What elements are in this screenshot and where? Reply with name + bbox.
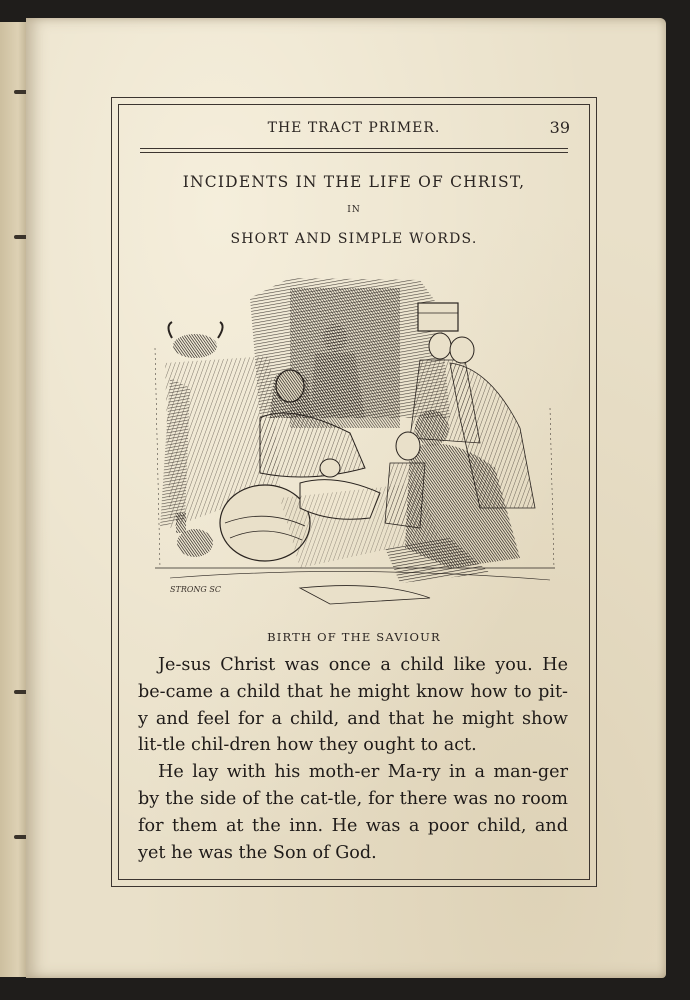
chapter-heading-connector: IN xyxy=(347,205,361,215)
header-rule xyxy=(140,148,568,149)
header-rule xyxy=(140,152,568,153)
body-text xyxy=(138,652,568,866)
running-title: THE TRACT PRIMER. xyxy=(267,120,441,136)
engraver-signature: STRONG SC xyxy=(170,585,221,594)
paragraph: Je-sus Christ was once a child like you. He be-came a child that he might know how to pit-y and feel for a child, and that he might show lit-tle chil-dren how they ought to act. xyxy=(138,655,568,756)
running-head xyxy=(118,118,590,140)
paragraph: He lay with his moth-er Ma-ry in a man-ger by the side of the cat-tle, for there was no room for them at the inn. He was a poor child, and yet he was the Son of God. xyxy=(138,762,568,863)
chapter-subheading: SHORT AND SIMPLE WORDS. xyxy=(230,231,478,247)
page-number: 39 xyxy=(549,118,570,137)
illustration-caption: BIRTH OF THE SAVIOUR xyxy=(267,630,441,644)
nativity-engraving xyxy=(150,268,560,613)
chapter-heading: INCIDENTS IN THE LIFE OF CHRIST, xyxy=(182,173,526,191)
